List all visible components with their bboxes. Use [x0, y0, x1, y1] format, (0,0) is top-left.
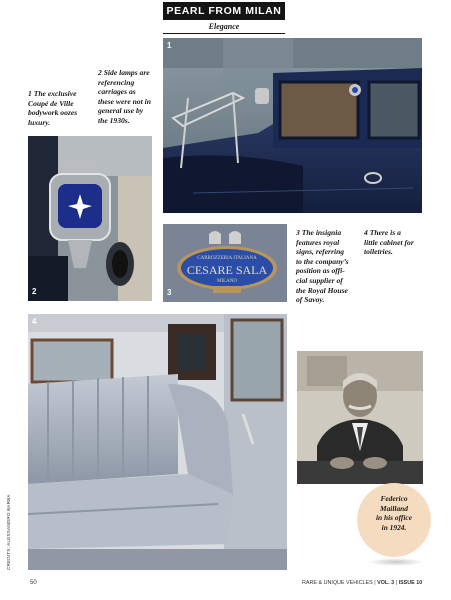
caption-line: toiletries. [364, 247, 393, 257]
caption-line: 3 The insignia [296, 228, 342, 237]
caption-line: position as offi- [296, 266, 345, 276]
caption-line: bodywork oozes [28, 108, 78, 118]
caption-line: features royal [296, 237, 340, 247]
footer-separator: | [395, 580, 399, 586]
caption-1 [28, 89, 96, 127]
photo-portrait [297, 351, 423, 484]
caption-line: these were not in [98, 96, 151, 106]
footer-magazine [302, 580, 422, 586]
photo-number: 1 [167, 41, 172, 50]
caption-line: signs, referring [296, 247, 345, 257]
page-header [0, 0, 451, 40]
photo-insignia [163, 224, 287, 302]
insignia-line-2: CESARE SALA [186, 263, 268, 277]
photo-interior [28, 314, 287, 570]
page-number: 50 [30, 580, 37, 586]
caption-line: 2 Side lamps are [98, 68, 150, 77]
caption-3 [296, 228, 362, 305]
caption-line: carriages as [98, 87, 136, 97]
caption-line: general use by [98, 106, 144, 116]
section-label: Elegance [208, 22, 240, 31]
photo-number: 4 [32, 317, 37, 326]
insignia-line-1: CARROZZERIA ITALIANA [197, 256, 257, 261]
caption-line: of Savoy. [296, 295, 325, 305]
caption-line: Coupé de Ville [28, 98, 74, 108]
insignia-line-3: MILANO [217, 279, 237, 284]
credits-text: CREDITS: ALESSANDRO BARBA [6, 494, 11, 570]
magazine-name: RARE & UNIQUE VEHICLES [302, 580, 373, 586]
caption-line: little cabinet for [364, 237, 414, 247]
caption-line: the 1930s. [98, 115, 130, 125]
photo-number: 2 [32, 287, 37, 296]
photo-credits [6, 480, 16, 570]
caption-2 [98, 68, 163, 126]
caption-line: the Royal House [296, 285, 348, 295]
portrait-caption [357, 494, 431, 532]
caption-line: luxury. [28, 117, 51, 127]
caption-line: to the company’s [296, 256, 349, 266]
page-title: PEARL FROM MILAN [163, 2, 285, 20]
issue-label: ISSUE 10 [398, 580, 423, 586]
photo-number: 3 [167, 288, 172, 297]
caption-line: Federico [380, 494, 408, 503]
caption-line: Mailland [380, 503, 408, 513]
caption-4 [364, 228, 434, 257]
caption-line: 4 There is a [364, 228, 401, 237]
photo-car-exterior [163, 38, 422, 213]
footer-separator: | [374, 580, 378, 586]
header-divider [163, 33, 285, 34]
volume-label: VOL. 3 [377, 580, 395, 586]
caption-line: in his office [376, 513, 412, 523]
caption-line: cial supplier of [296, 275, 343, 285]
caption-line: 1 The exclusive [28, 89, 77, 98]
caption-line: in 1924. [381, 522, 407, 532]
caption-line: referencing [98, 77, 135, 87]
circle-shadow [368, 558, 424, 566]
photo-side-lamp [28, 136, 152, 301]
